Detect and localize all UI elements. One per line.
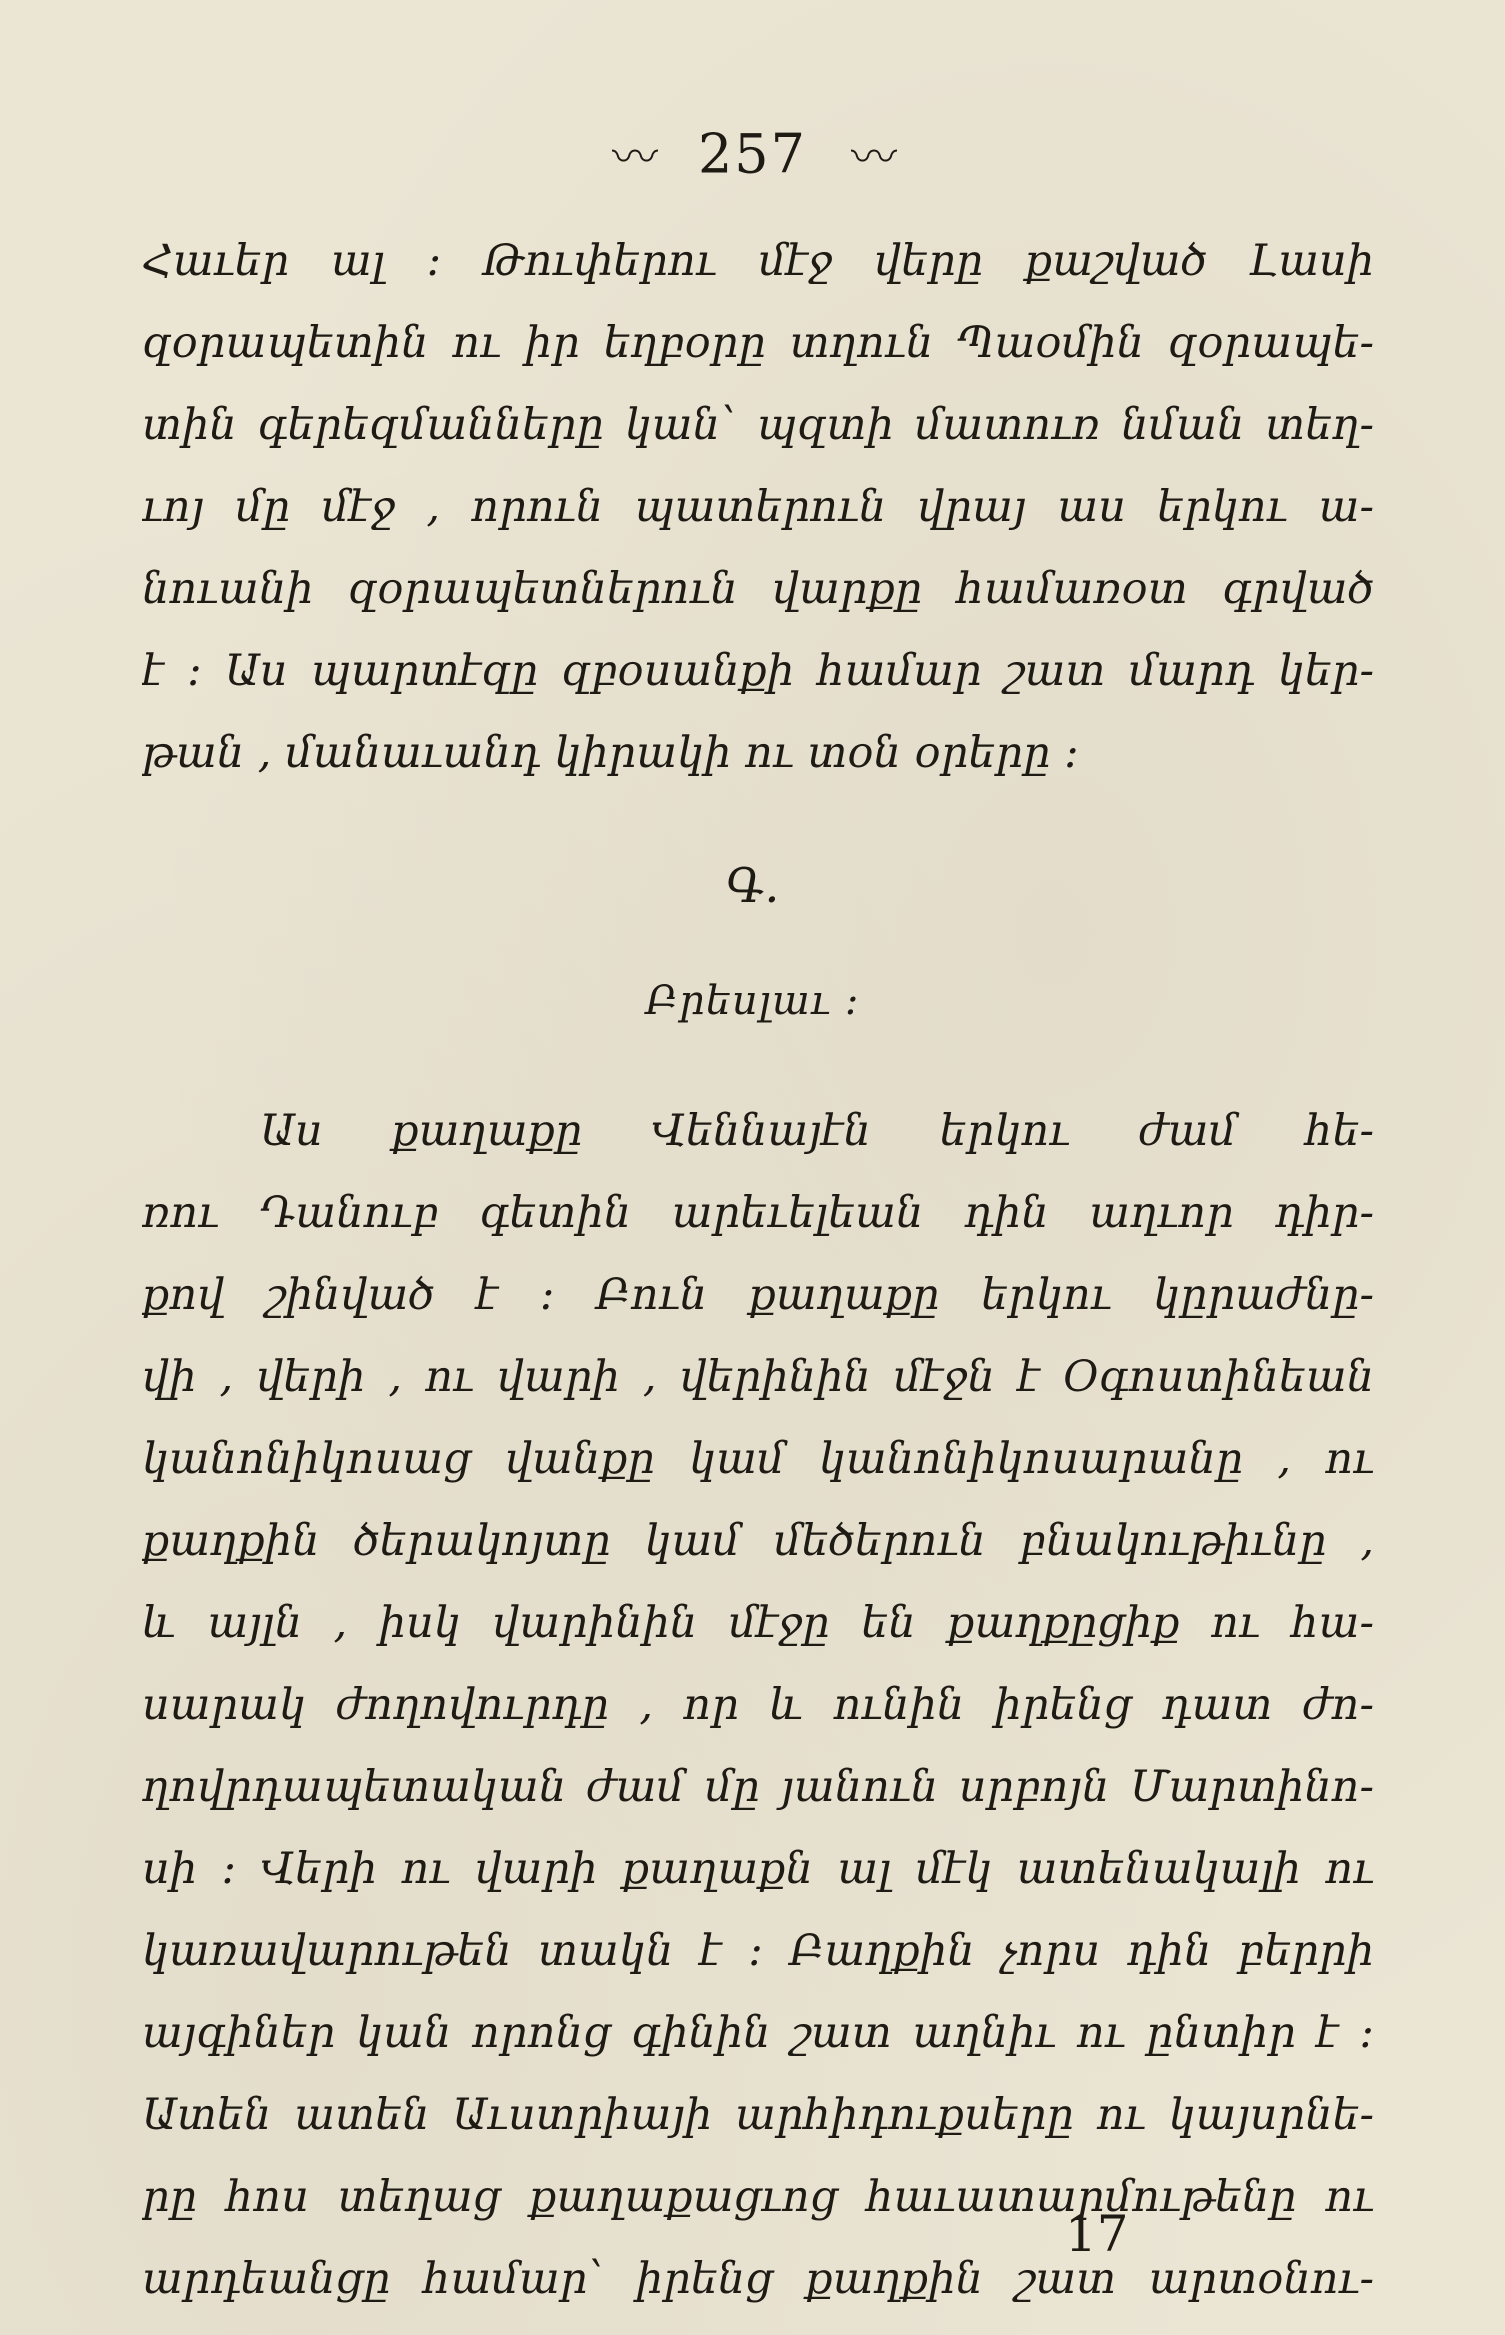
text-line: Հաւեր ալ ։ Թուփերու մէջ վերը քաշված Լասի [142, 236, 1374, 286]
paragraph-1 [142, 220, 1374, 794]
text-line: ռու Դանուբ գետին արեւելեան դին աղւոր դիր- [142, 1188, 1374, 1238]
text-line: է ։ Աս պարտէզը զբօսանքի համար շատ մարդ կեր- [142, 646, 1374, 696]
text-line: վի , վերի , ու վարի , վերինին մէջն է Օգոստինեան [142, 1352, 1374, 1402]
signature-mark: 17 [1065, 2205, 1129, 2263]
text-line: քաղքին ծերակոյտը կամ մեծերուն բնակութիւնը , [142, 1516, 1374, 1566]
text-line: նուանի զօրապետներուն վարքը համառօտ գրված [142, 564, 1374, 614]
text-line: տին գերեզմանները կան՝ պզտի մատուռ նման տեղ- [142, 400, 1374, 450]
text-line: թան , մանաւանդ կիրակի ու տօն օրերը ։ [142, 728, 1079, 778]
right-ornament: 〰 [851, 130, 894, 184]
section-title: Բրեսլաւ ։ [645, 978, 860, 1024]
text-line: զօրապետին ու իր եղբօրը տղուն Պաօմին զօրապե- [142, 318, 1374, 368]
text-line: րը հոս տեղաց քաղաքացւոց հաւատարմութենը ու [142, 2172, 1374, 2222]
text-line: արդեանցը համար՝ իրենց քաղքին շատ արտօնու- [142, 2254, 1374, 2304]
left-ornament: 〰 [611, 130, 654, 184]
text-line: կանոնիկոսաց վանքը կամ կանոնիկոսարանը , ու [142, 1434, 1374, 1484]
text-line: կառավարութեն տակն է ։ Բաղքին չորս դին բերրի [142, 1926, 1374, 1976]
text-line: ւոյ մը մէջ , որուն պատերուն վրայ աս երկու ա- [142, 482, 1374, 532]
page-header [0, 118, 1505, 187]
text-line: սի ։ Վերի ու վարի քաղաքն ալ մէկ ատենակալի ու [142, 1844, 1374, 1894]
text-line: Աս քաղաքը Վեննայէն երկու ժամ հե- [260, 1106, 1374, 1156]
paragraph-2 [142, 1090, 1374, 2320]
text-line: քով շինված է ։ Բուն քաղաքը երկու կըրաժնը- [142, 1270, 1374, 1320]
text-line: Ատեն ատեն Աւստրիայի արհիդուքսերը ու կայսրնե- [142, 2090, 1374, 2140]
text-line: ղովրդապետական ժամ մը յանուն սրբոյն Մարտինո- [142, 1762, 1374, 1812]
text-line: այգիներ կան որոնց գինին շատ աղնիւ ու ընտիր է ։ [142, 2008, 1374, 2058]
section-number: Գ. [725, 858, 780, 914]
text-line: և այլն , իսկ վարինին մէջը են քաղքըցիք ու հա- [142, 1598, 1374, 1648]
text-line: սարակ ժողովուրդը , որ և ունին իրենց դատ ժո- [142, 1680, 1374, 1730]
page-number: 257 [697, 122, 808, 186]
